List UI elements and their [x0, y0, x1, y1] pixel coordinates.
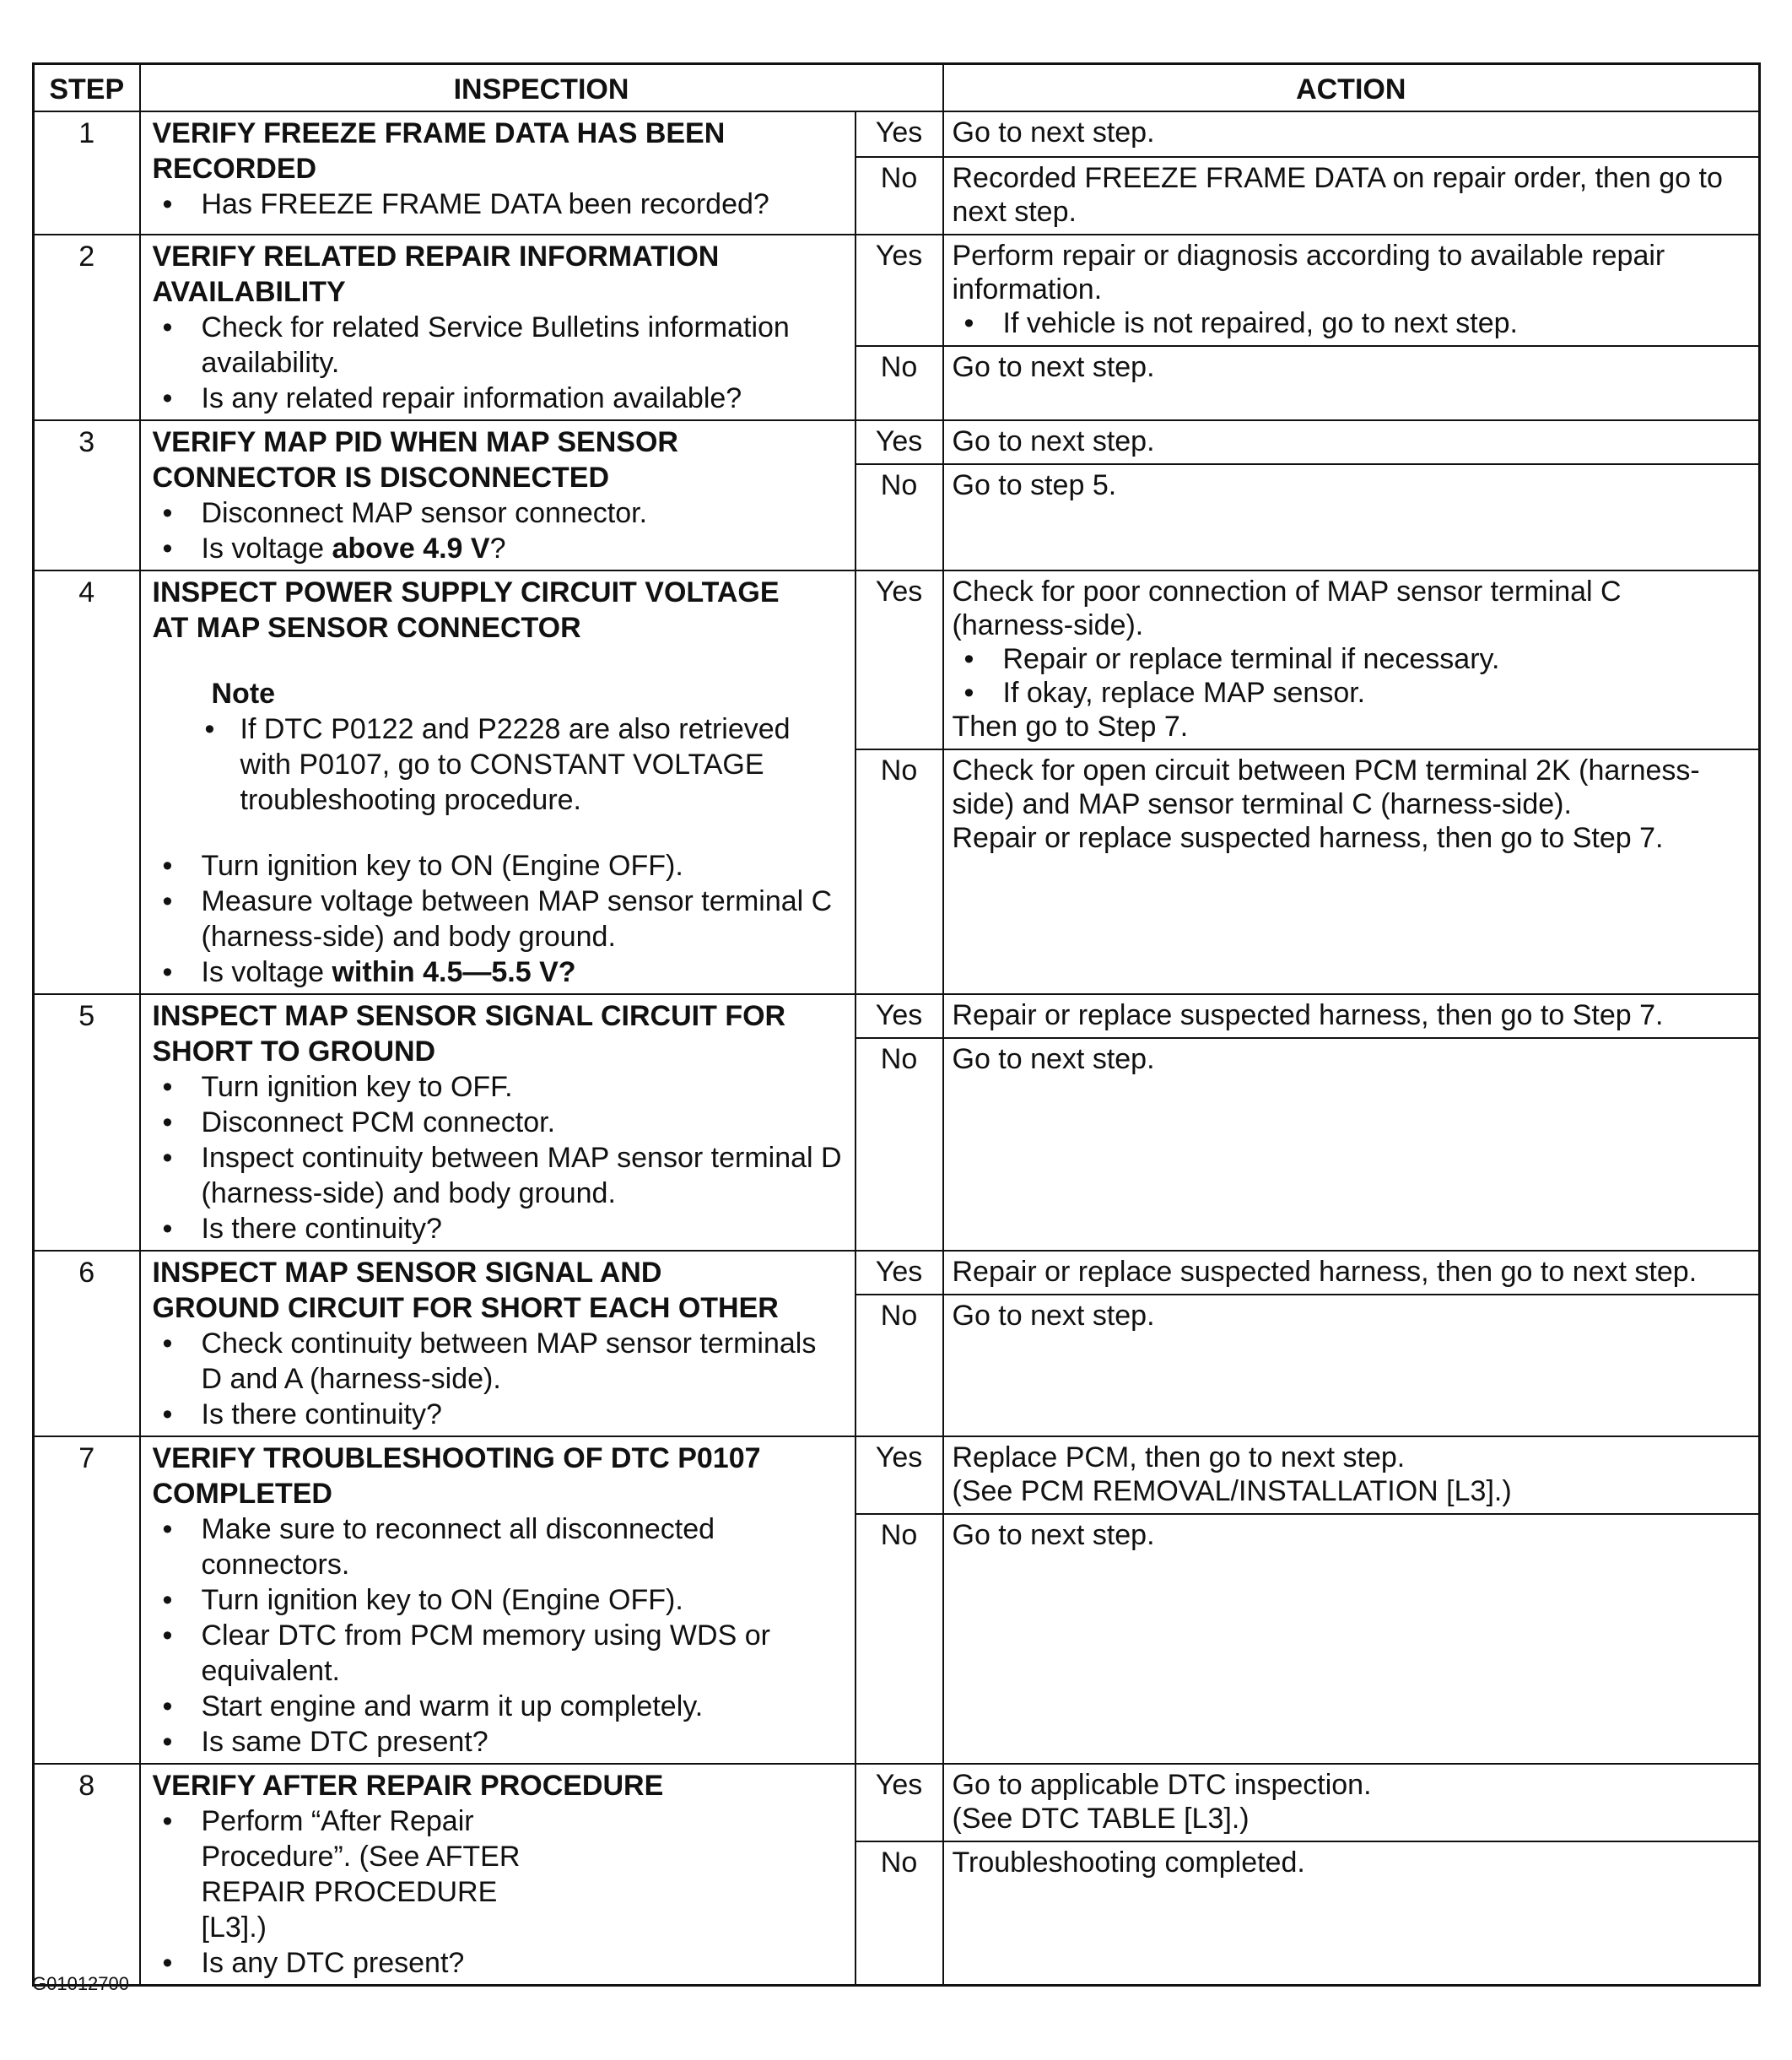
inspection-title-line: VERIFY RELATED REPAIR INFORMATION	[152, 241, 720, 273]
figure-code: G01012700	[32, 1973, 129, 1994]
inspection-title	[153, 424, 843, 495]
yes-action	[943, 1436, 1760, 1514]
no-label: No	[856, 464, 943, 570]
no-action	[943, 346, 1760, 420]
action-text: Go to step 5.	[952, 469, 1117, 501]
action-text: Go to next step.	[952, 1043, 1155, 1075]
inspection-title	[153, 116, 843, 187]
action-text: Go to next step.	[952, 425, 1155, 457]
inspection-title	[153, 998, 843, 1069]
step-number: 4	[34, 570, 140, 994]
yes-label: Yes	[856, 420, 943, 464]
inspection-title-line: GROUND CIRCUIT FOR SHORT EACH OTHER	[152, 1292, 779, 1324]
inspection-title-line: AVAILABILITY	[152, 276, 346, 308]
action-text: Replace PCM, then go to next step.	[952, 1441, 1406, 1473]
inspection-cell	[140, 1251, 856, 1436]
yes-action	[943, 420, 1760, 464]
diagnostic-procedure-sheet	[32, 62, 1758, 1987]
action-text: Go to applicable DTC inspection.	[952, 1769, 1372, 1801]
inspection-title	[153, 1441, 843, 1511]
note-label: Note	[211, 678, 276, 710]
inspection-bullet: • Is there continuity?	[153, 1211, 843, 1246]
inspection-bullet: • Start engine and warm it up completely.	[153, 1689, 843, 1724]
action-bullet: • Repair or replace terminal if necessary.	[953, 642, 1751, 676]
voltage-spec: above 4.9 V	[332, 533, 490, 565]
action-text: Check for open circuit between PCM terminal 2K (harness-side) and MAP sensor terminal C (harness-side).	[952, 754, 1700, 820]
inspection-bullet: • Is any DTC present?	[153, 1945, 843, 1981]
inspection-title-line: INSPECT MAP SENSOR SIGNAL CIRCUIT FOR	[152, 1000, 786, 1032]
no-action	[943, 1295, 1760, 1436]
inspection-bullet: • Is there continuity?	[153, 1397, 843, 1432]
step-number: 5	[34, 994, 140, 1251]
inspection-bullet: • Turn ignition key to OFF.	[153, 1069, 843, 1105]
inspection-cell	[140, 1764, 856, 1986]
inspection-title-line: VERIFY FREEZE FRAME DATA HAS BEEN	[152, 117, 726, 149]
action-text: Then go to Step 7.	[952, 711, 1189, 743]
header-action: ACTION	[943, 64, 1760, 112]
inspection-title-line: RECORDED	[152, 153, 317, 185]
table-row	[34, 1436, 1760, 1514]
bullet-text: Is voltage	[201, 533, 332, 565]
inspection-bullet: • Turn ignition key to ON (Engine OFF).	[153, 1582, 843, 1618]
no-label: No	[856, 1295, 943, 1436]
table-row	[34, 111, 1760, 157]
header-step: STEP	[34, 64, 140, 112]
table-row	[34, 1251, 1760, 1295]
troubleshooting-table	[32, 62, 1761, 1987]
action-text: Recorded FREEZE FRAME DATA on repair order, then go to next step.	[952, 162, 1723, 228]
inspection-cell	[140, 111, 856, 235]
inspection-cell	[140, 235, 856, 420]
action-reference: (See PCM REMOVAL/INSTALLATION [L3].)	[952, 1475, 1512, 1507]
no-action	[943, 1038, 1760, 1251]
bullet-text: Is voltage	[201, 956, 332, 988]
inspection-bullet	[153, 954, 843, 990]
inspection-cell	[140, 1436, 856, 1764]
inspection-bullet: • Make sure to reconnect all disconnected connectors.	[153, 1511, 843, 1582]
yes-action	[943, 111, 1760, 157]
inspection-title-line: VERIFY TROUBLESHOOTING OF DTC P0107	[152, 1442, 761, 1474]
inspection-bullet: • Inspect continuity between MAP sensor terminal D (harness-side) and body ground.	[153, 1140, 843, 1211]
inspection-bullet: • Is same DTC present?	[153, 1724, 843, 1760]
bullet-text: ?	[489, 533, 506, 565]
yes-label: Yes	[856, 994, 943, 1038]
inspection-title-line: VERIFY MAP PID WHEN MAP SENSOR	[152, 426, 678, 458]
inspection-bullet: • Is any related repair information available?	[153, 381, 843, 416]
table-row	[34, 994, 1760, 1038]
inspection-title	[153, 1255, 843, 1326]
no-label: No	[856, 346, 943, 420]
yes-label: Yes	[856, 1251, 943, 1295]
yes-action	[943, 1251, 1760, 1295]
yes-label: Yes	[856, 111, 943, 157]
action-text: Repair or replace suspected harness, then go to Step 7.	[952, 822, 1664, 854]
action-text: Troubleshooting completed.	[952, 1846, 1305, 1879]
action-bullet: • If vehicle is not repaired, go to next step.	[953, 306, 1751, 340]
table-header-row	[34, 64, 1760, 112]
yes-action	[943, 235, 1760, 346]
no-label: No	[856, 1514, 943, 1764]
inspection-title-line: INSPECT POWER SUPPLY CIRCUIT VOLTAGE	[152, 576, 780, 608]
step-number: 6	[34, 1251, 140, 1436]
inspection-bullet: • Check continuity between MAP sensor terminals D and A (harness-side).	[153, 1326, 843, 1397]
action-text: Go to next step.	[952, 351, 1155, 383]
step-number: 2	[34, 235, 140, 420]
inspection-title	[153, 575, 843, 646]
action-text: Go to next step.	[952, 1519, 1155, 1551]
header-inspection: INSPECTION	[140, 64, 943, 112]
inspection-bullet: • Check for related Service Bulletins information availability.	[153, 310, 843, 381]
inspection-bullet: • Perform “After Repair Procedure”. (See AFTER REPAIR PROCEDURE [L3].)	[153, 1803, 843, 1945]
action-bullet: • If okay, replace MAP sensor.	[953, 676, 1751, 710]
yes-action	[943, 994, 1760, 1038]
action-text: Perform repair or diagnosis according to available repair information.	[952, 240, 1665, 305]
inspection-title	[153, 1768, 843, 1803]
inspection-bullet: • Measure voltage between MAP sensor terminal C (harness-side) and body ground.	[153, 884, 843, 954]
yes-label: Yes	[856, 1764, 943, 1841]
action-reference: (See DTC TABLE [L3].)	[952, 1803, 1250, 1835]
table-row	[34, 235, 1760, 346]
action-text: Go to next step.	[952, 116, 1155, 149]
yes-label: Yes	[856, 235, 943, 346]
no-label: No	[856, 157, 943, 235]
no-label: No	[856, 749, 943, 994]
note-bullet: • If DTC P0122 and P2228 are also retrieved with P0107, go to CONSTANT VOLTAGE troubleshooting procedure.	[153, 711, 843, 818]
no-action	[943, 157, 1760, 235]
step-number: 7	[34, 1436, 140, 1764]
yes-label: Yes	[856, 1436, 943, 1514]
step-number: 1	[34, 111, 140, 235]
action-text: Check for poor connection of MAP sensor terminal C (harness-side).	[952, 576, 1622, 641]
action-text: Repair or replace suspected harness, then go to Step 7.	[952, 999, 1664, 1031]
inspection-cell	[140, 570, 856, 994]
inspection-bullet: • Clear DTC from PCM memory using WDS or equivalent.	[153, 1618, 843, 1689]
no-action	[943, 1514, 1760, 1764]
no-action	[943, 1841, 1760, 1986]
inspection-title-line: COMPLETED	[152, 1478, 332, 1510]
step-number: 8	[34, 1764, 140, 1986]
inspection-title-line: AT MAP SENSOR CONNECTOR	[152, 612, 581, 644]
inspection-title-line: INSPECT MAP SENSOR SIGNAL AND	[152, 1257, 662, 1289]
inspection-title	[153, 239, 843, 310]
table-row	[34, 1764, 1760, 1841]
inspection-title-line: SHORT TO GROUND	[152, 1035, 436, 1068]
step-number: 3	[34, 420, 140, 570]
inspection-cell	[140, 420, 856, 570]
table-row	[34, 570, 1760, 749]
yes-label: Yes	[856, 570, 943, 749]
no-label: No	[856, 1841, 943, 1986]
inspection-bullet: • Disconnect PCM connector.	[153, 1105, 843, 1140]
no-action	[943, 464, 1760, 570]
no-label: No	[856, 1038, 943, 1251]
inspection-cell	[140, 994, 856, 1251]
action-text: Go to next step.	[952, 1300, 1155, 1332]
action-text: Repair or replace suspected harness, then go to next step.	[952, 1256, 1698, 1288]
table-row	[34, 420, 1760, 464]
inspection-bullet: • Turn ignition key to ON (Engine OFF).	[153, 848, 843, 884]
voltage-spec: within 4.5—5.5 V?	[332, 956, 576, 988]
inspection-bullet: • Disconnect MAP sensor connector.	[153, 495, 843, 531]
inspection-bullet: • Has FREEZE FRAME DATA been recorded?	[153, 187, 843, 222]
no-action	[943, 749, 1760, 994]
inspection-title-line: VERIFY AFTER REPAIR PROCEDURE	[152, 1770, 664, 1802]
inspection-title-line: CONNECTOR IS DISCONNECTED	[152, 462, 610, 494]
inspection-bullet	[153, 531, 843, 566]
yes-action	[943, 1764, 1760, 1841]
yes-action	[943, 570, 1760, 749]
